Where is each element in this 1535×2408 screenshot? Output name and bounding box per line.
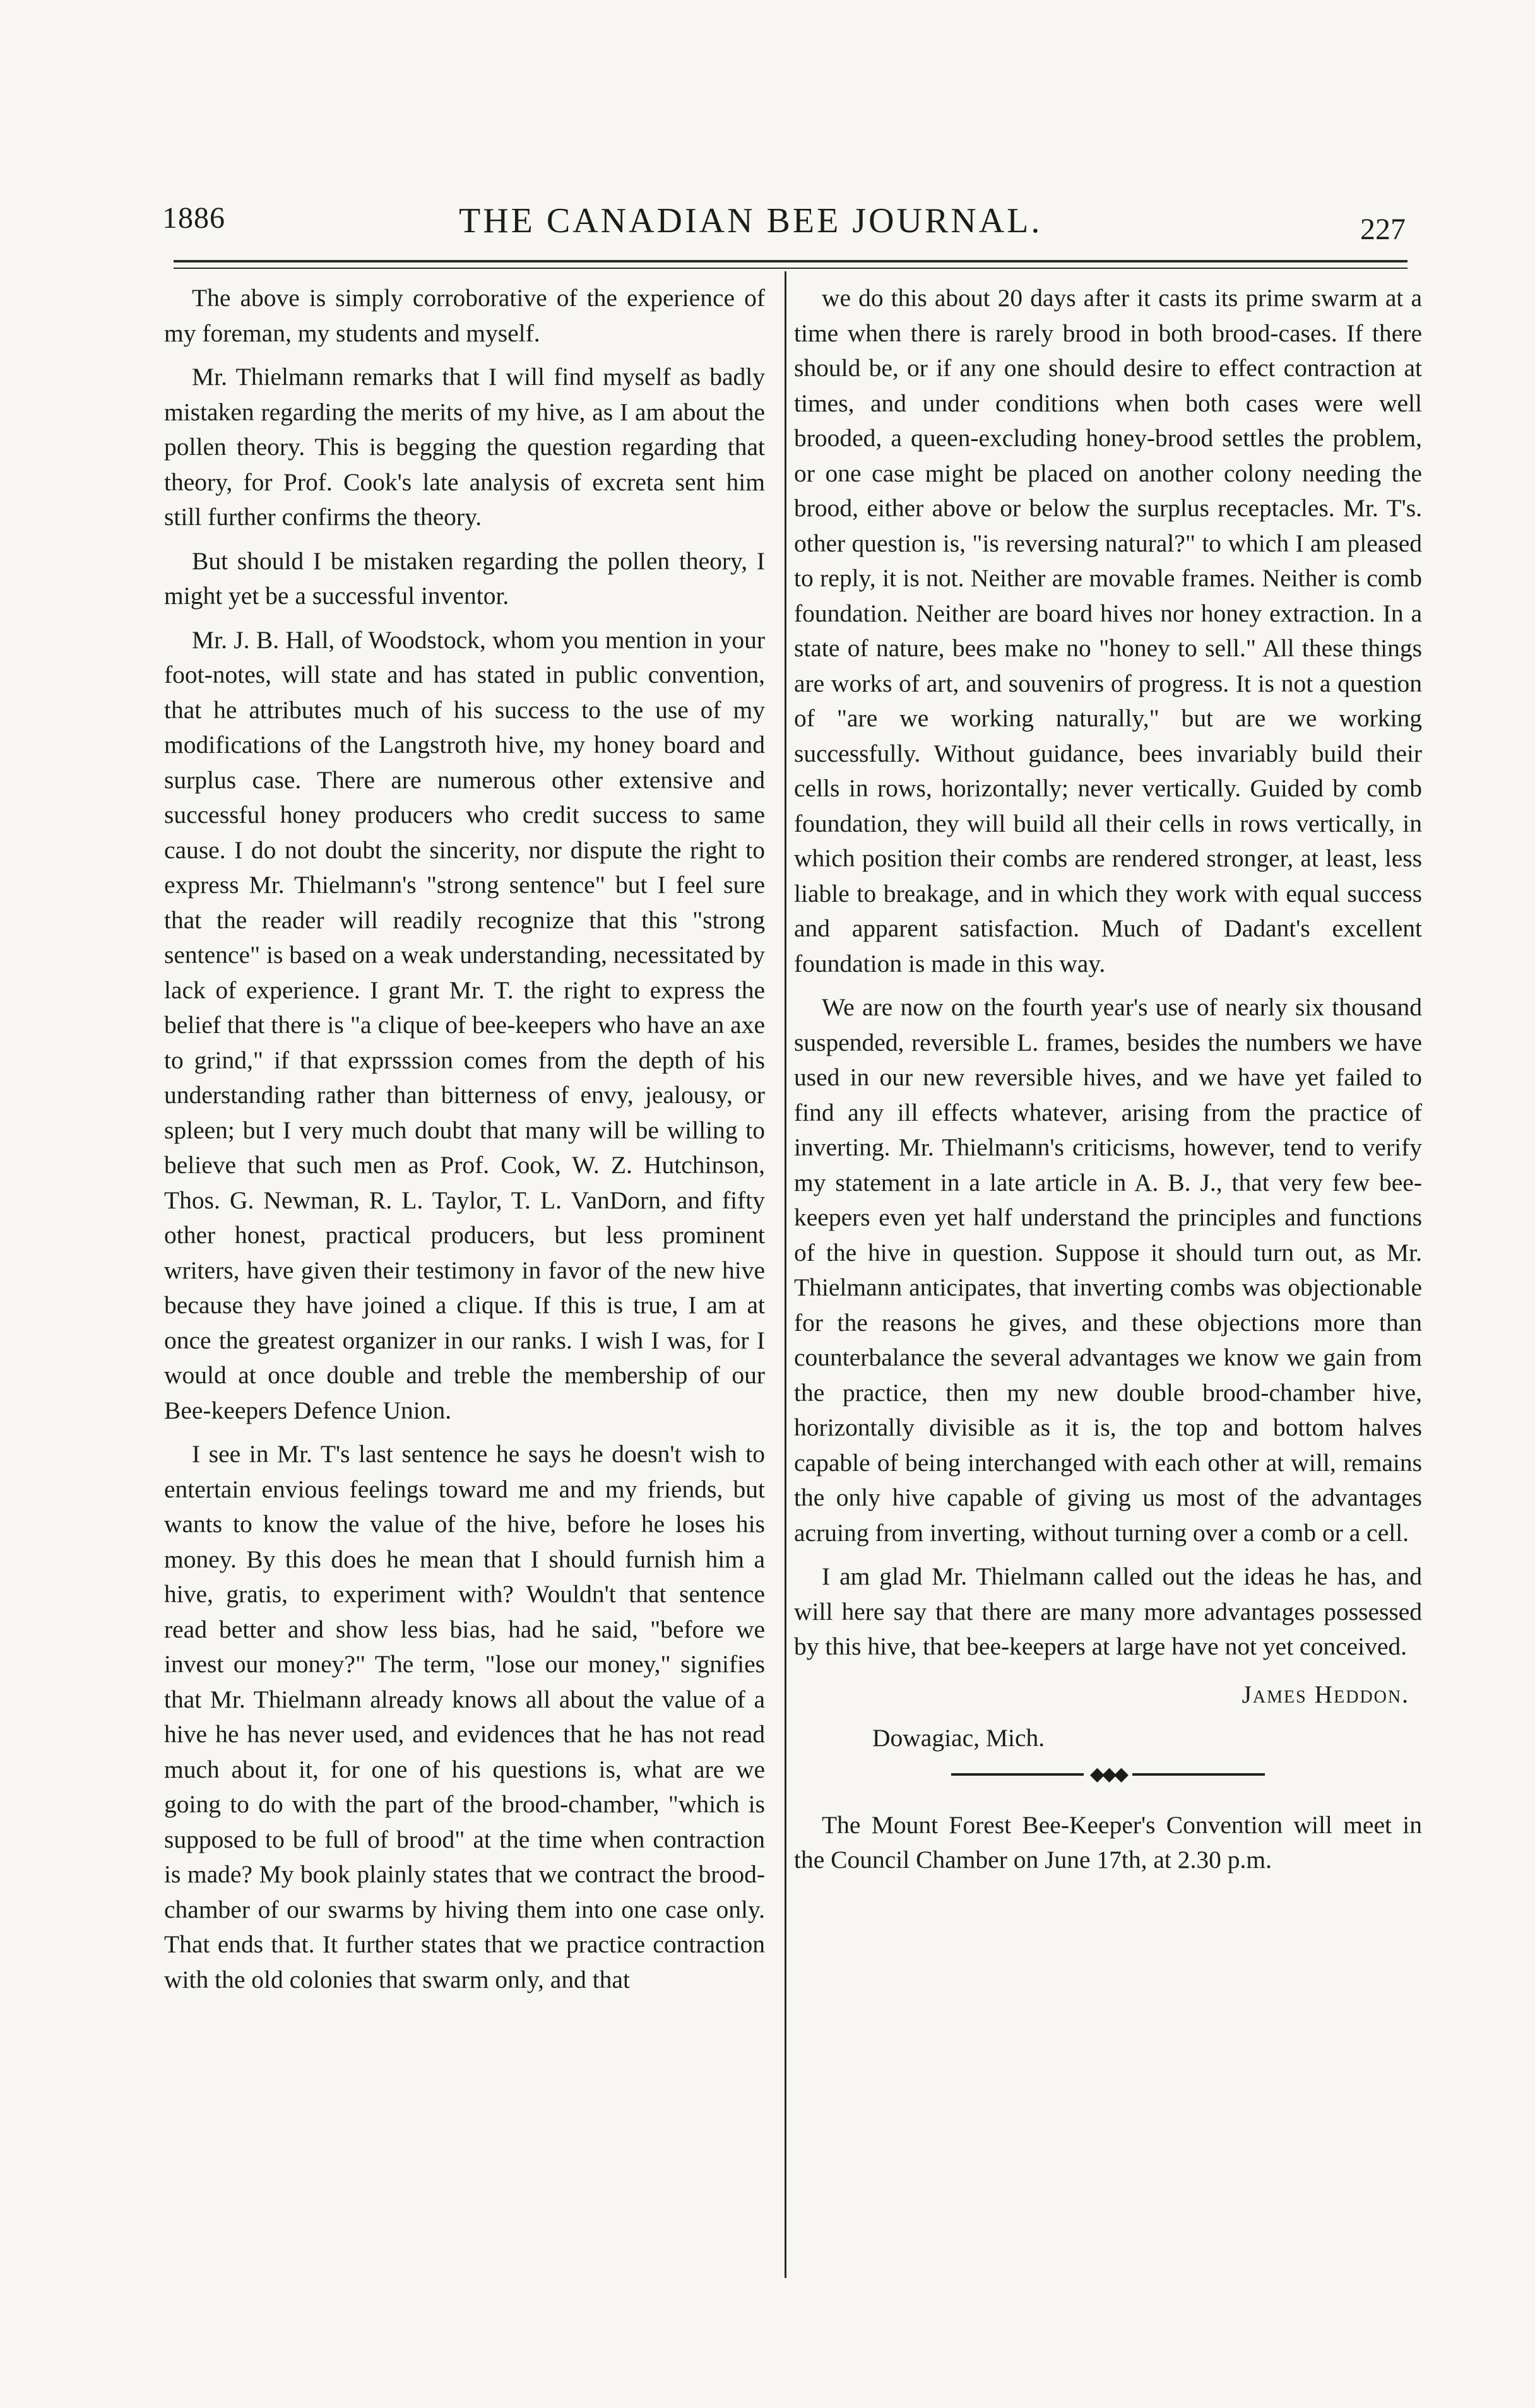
paragraph: I see in Mr. T's last sentence he says he doesn't wish to entertain envious feelings toward me and my friends, but wants to know the value of the hive, before he loses his money. By this does he mean that I should furnish him a hive, gratis, to experiment with? Wouldn't that sentence read better and show less bias, had he said, "before we invest our money?" The term, "lose our money," signifies that Mr. Thielmann already knows all about the value of a hive he has never used, and evidences that he has not read much about it, for one of his questions is, what are we going to do with the part of the brood-chamber, "which is supposed to be full of brood" at the time when contraction is made? My book plainly states that we contract the brood-chamber of our swarms by hiving them into one case only. That ends that. It further states that we practice contraction with the old colonies that swarm only, and that [164, 1440, 765, 1993]
page-number: 227 [1360, 213, 1406, 246]
paragraph: Mr. Thielmann remarks that I will find myself as badly mistaken regarding the merits of my hive, as I am about the pollen theory. This is begging the question regarding that theory, for Prof. Cook's late analysis of excreta sent him still further confirms the theory. [164, 363, 765, 531]
section-ornament [794, 1765, 1422, 1784]
paragraph: Mr. J. B. Hall, of Woodstock, whom you mention in your foot-notes, will state and has stated in public convention, that he attributes much of his success to the use of my modifications of the Langstroth hive, my honey board and surplus case. There are numerous other extensive and successful honey producers who credit success to same cause. I do not doubt the sincerity, nor dispute the right to express Mr. Thielmann's "strong sentence" but I feel sure that the reader will readily recognize that this "strong sentence" is based on a weak understanding, necessitated by lack of experience. I grant Mr. T. the right to express the belief that there is "a clique of bee-keepers who have an axe to grind," if that exprsssion comes from the depth of his understanding rather than bitterness of envy, jealousy, or spleen; but I very much doubt that many will be willing to believe that such men as Prof. Cook, W. Z. Hutchinson, Thos. G. Newman, R. L. Taylor, T. L. VanDorn, and fifty other honest, practical producers, but less prominent writers, have given their testimony in favor of the new hive because they have joined a clique. If this is true, I am at once the greatest organizer in our ranks. I wish I was, for I would at once double and treble the membership of our Bee-keepers Defence Union. [164, 625, 765, 1424]
paragraph: But should I be mistaken regarding the pollen theory, I might yet be a successful inventor. [164, 546, 765, 610]
author-location: Dowagiac, Mich. [872, 1724, 1045, 1752]
convention-notice: The Mount Forest Bee-Keeper's Convention will meet in the Council Chamber on June 17th, at 2.30 p.m. [794, 1810, 1422, 1874]
ornament-line-right [1132, 1773, 1265, 1776]
ornament-line-left [951, 1773, 1084, 1776]
paragraph: We are now on the fourth year's use of nearly six thousand suspended, reversible L. frames, besides the numbers we have used in our new reversible hives, and we have yet failed to find any ill effects whatever, arising from the practice of inverting. Mr. Thielmann's criticisms, however, tend to verify my statement in a late article in A. B. J., that very few bee-keepers even yet half understand the principles and functions of the hive in question. Suppose it should turn out, as Mr. Thielmann anticipates, that inverting combs was objectionable for the reasons he gives, and these objections more than counterbalance the several advantages we know we gain from the practice, then my new double brood-chamber hive, horizontally divisible as it is, the top and bottom halves capable of being interchanged with each other at will, remains the only hive capable of giving us most of the advantages acruing from inverting, without turning over a comb or a cell. [794, 993, 1422, 1547]
left-column [164, 281, 765, 1997]
right-column [794, 281, 1422, 1878]
paragraph: we do this about 20 days after it casts its prime swarm at a time when there is rarely brood in both brood-cases. If there should be, or if any one should desire to effect contraction at times, and under conditions when both cases were well brooded, a queen-excluding honey-brood settles the problem, or one case might be placed on another colony needing the brood, either above or below the surplus receptacles. Mr. T's. other question is, "is reversing natural?" to which I am pleased to reply, it is not. Neither are movable frames. Neither is comb foundation. Neither are board hives nor honey extraction. In a state of nature, bees make no "honey to sell." All these things are works of art, and souvenirs of progress. It is not a question of "are we working naturally," but are we working successfully. Without guidance, bees invariably build their cells in rows, horizontally; never vertically. Guided by comb foundation, they will build all their cells in rows vertically, in which position their combs are rendered stronger, at least, less liable to breakage, and in which they work with equal success and apparent satisfaction. Much of Dadant's excellent foundation is made in this way. [794, 284, 1422, 977]
ornament-glyph: ◆◆◆ [1089, 1763, 1127, 1785]
journal-title: THE CANADIAN BEE JOURNAL. [459, 201, 1043, 240]
column-divider [785, 271, 786, 2278]
paragraph: The above is simply corroborative of the experience of my foreman, my students and myself. [164, 284, 765, 347]
header-rule [174, 260, 1408, 263]
header-rule-thin [174, 268, 1408, 269]
paragraph: I am glad Mr. Thielmann called out the ideas he has, and will here say that there are many more advantages possessed by this hive, that bee-keepers at large have not yet conceived. [794, 1562, 1422, 1660]
page-header [162, 201, 1406, 251]
author-signature: James Heddon. [1242, 1680, 1409, 1708]
header-year: 1886 [162, 201, 225, 235]
